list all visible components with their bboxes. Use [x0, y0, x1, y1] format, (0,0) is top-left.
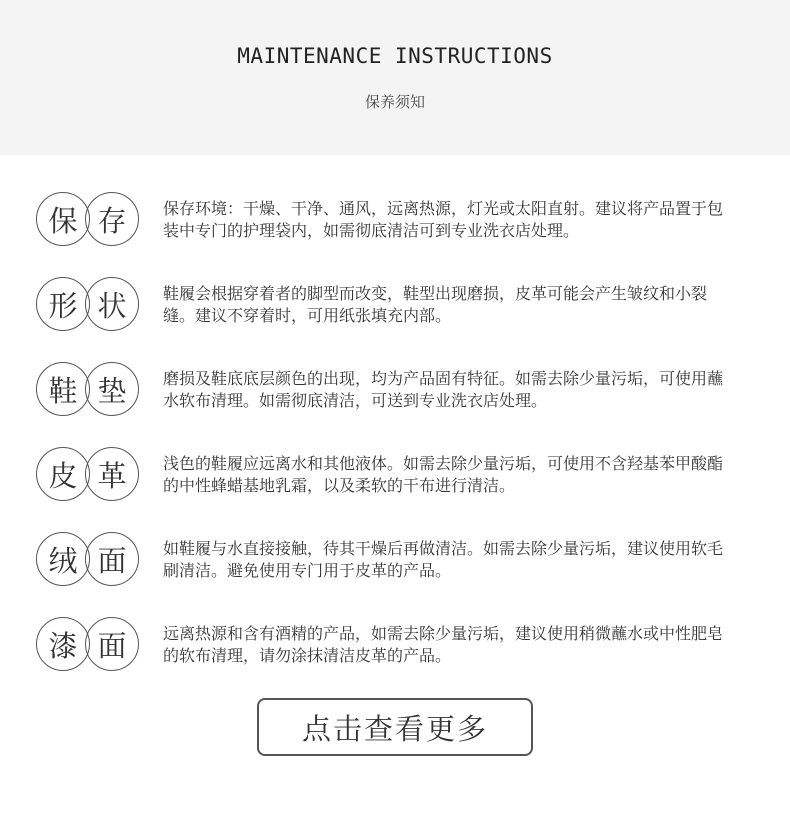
care-item-patent: [0, 617, 790, 677]
care-item-shape: [0, 277, 790, 337]
page-subtitle: 保养须知: [364, 93, 425, 111]
care-item-char-2: 存: [85, 192, 139, 246]
care-item-text: 磨损及鞋底底层颜色的出现，均为产品固有特征。如需去除少量污垢，可使用蘸水软布清理。如需彻底清洁，可送到专业洗衣店处理。: [163, 369, 724, 410]
care-item-char-1: 保: [36, 192, 90, 246]
care-item-char-2: 状: [85, 277, 139, 331]
care-item-char-1: 皮: [36, 447, 90, 501]
care-item-char-1: 漆: [36, 617, 90, 671]
care-item-text: 鞋履会根据穿着者的脚型而改变，鞋型出现磨损，皮革可能会产生皱纹和小裂缝。建议不穿着时，可用纸张填充内部。: [163, 284, 708, 325]
care-item-char-2: 垫: [85, 362, 139, 416]
care-item-char-1: 形: [36, 277, 90, 331]
care-item-suede: [0, 532, 790, 592]
view-more-button[interactable]: 点击查看更多: [257, 698, 533, 756]
care-item-char-2: 面: [85, 617, 139, 671]
care-item-leather: [0, 447, 790, 507]
care-item-text: 浅色的鞋履应远离水和其他液体。如需去除少量污垢，可使用不含羟基苯甲酸酯的中性蜂蜡基地乳霜，以及柔软的干布进行清洁。: [163, 454, 724, 495]
care-item-text: 保存环境：干燥、干净、通风，远离热源，灯光或太阳直射。建议将产品置于包装中专门的护理袋内，如需彻底清洁可到专业洗衣店处理。: [163, 199, 724, 240]
care-item-text: 远离热源和含有酒精的产品，如需去除少量污垢，建议使用稍微蘸水或中性肥皂的软布清理，请勿涂抹清洁皮革的产品。: [163, 624, 724, 665]
care-item-char-2: 革: [85, 447, 139, 501]
care-item-char-1: 绒: [36, 532, 90, 586]
page-title: MAINTENANCE INSTRUCTIONS: [237, 44, 553, 68]
header-banner: [0, 0, 790, 155]
care-item-char-1: 鞋: [36, 362, 90, 416]
care-item-text: 如鞋履与水直接接触，待其干燥后再做清洁。如需去除少量污垢，建议使用软毛刷清洁。避免使用专门用于皮革的产品。: [163, 539, 724, 580]
care-item-insole: [0, 362, 790, 422]
care-item-char-2: 面: [85, 532, 139, 586]
care-item-storage: [0, 192, 790, 252]
